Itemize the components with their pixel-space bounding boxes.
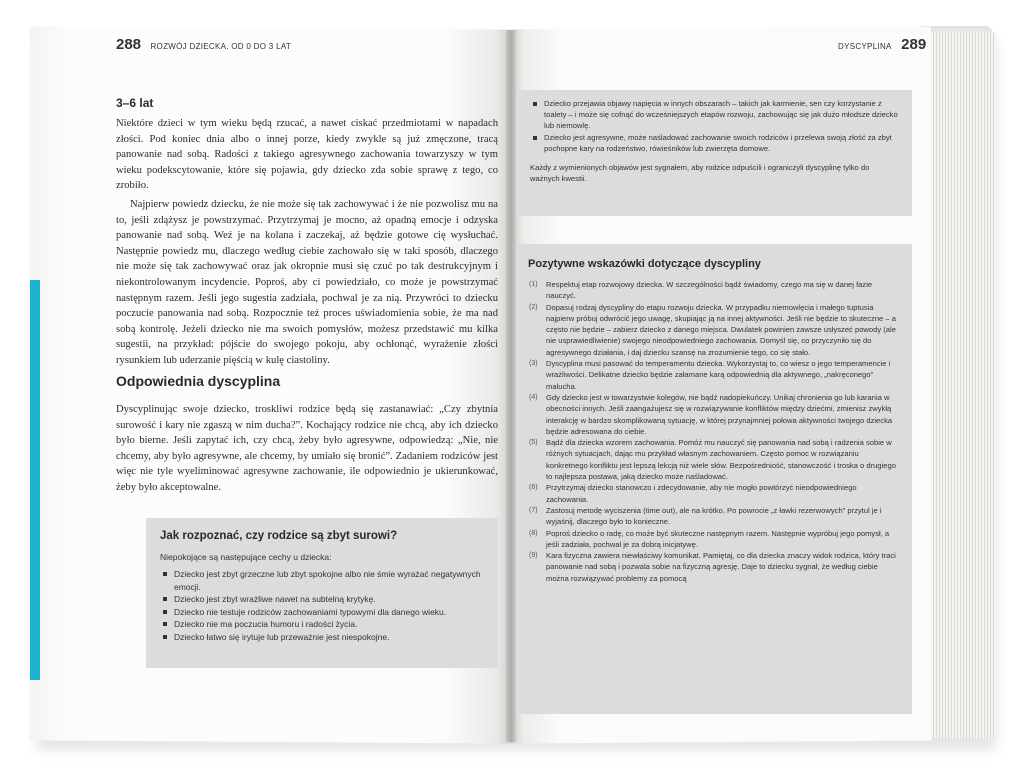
item-number: (6) xyxy=(529,484,538,492)
list-item xyxy=(529,279,900,302)
list-item xyxy=(529,482,900,505)
item-text: Gdy dziecko jest w towarzystwie kolegów, nie bądź nadopiekuńczy. Unikaj chronienia go lub karania w obecności innych. Jeśli zaangażujesz się w rozwiązywanie konfliktów między dziećmi, zmienisz zwykłą interakcję w bardzo skomplikowaną sytuację, w której przynajmniej połowa aktywności twojego dziecka będzie adresowana do ciebie. xyxy=(546,392,893,436)
harsh-parents-box xyxy=(146,518,498,668)
list-item: Dziecko jest zbyt wrażliwe nawet na subtelną krytykę. xyxy=(174,593,484,606)
right-running-title: DYSCYPLINA xyxy=(838,42,892,51)
section-heading-age: 3–6 lat xyxy=(116,96,154,110)
section-heading-discipline: Odpowiednia dyscyplina xyxy=(116,373,281,389)
item-number: (5) xyxy=(529,439,538,447)
list-item xyxy=(529,550,900,584)
list-item: Dziecko łatwo się irytuje lub przeważnie jest niespokojne. xyxy=(174,631,484,644)
list-item xyxy=(529,302,900,358)
positive-tips-box xyxy=(516,244,912,714)
item-number: (7) xyxy=(529,506,538,514)
box-title: Jak rozpoznać, czy rodzice są zbyt surowi? xyxy=(160,530,398,542)
left-running-title: ROZWÓJ DZIECKA. OD 0 DO 3 LAT xyxy=(150,42,292,51)
item-text: Poproś dziecko o radę, co może być skuteczne następnym razem. Następnie wypróbuj jego pomysł, a jeśli zadziała, pochwal je za dobrą inicjatywę. xyxy=(546,528,890,549)
list-item xyxy=(529,528,900,551)
item-number: (8) xyxy=(529,529,538,537)
box-intro: Niepokojące są następujące cechy u dziecka: xyxy=(160,552,332,562)
item-text: Zastosuj metodę wyciszenia (time out), ale na krótko. Po powrocie „z ławki rezerwowych” przytul je i wyjaśnij, dlaczego było to konieczne. xyxy=(546,505,882,527)
item-text: Kara fizyczna zawiera niewłaściwy komunikat. Pamiętaj, co dla dziecka znaczy widok rodzica, który traci panowanie nad sobą i pozwala sobie na fizyczną agresję. Daje to dziecku sygnał, że według ciebie można rozwiązywać problemy za pomocą xyxy=(546,551,896,583)
page-edges-stack xyxy=(928,32,996,738)
item-number: (2) xyxy=(529,303,538,311)
list-item xyxy=(529,437,900,482)
box-note: Każdy z wymienionych objawów jest sygnałem, aby rodzice odpuścili i ograniczyli dyscyplinę tylko do ważnych kwestii. xyxy=(530,163,870,184)
item-text: Respektuj etap rozwojowy dziecka. W szczególności bądź świadomy, czego ma się w danej fazie nauczyć. xyxy=(546,280,873,301)
symptoms-box-continued xyxy=(516,90,912,216)
paragraph: Dyscyplinując swoje dziecko, troskliwi rodzice będą się zastanawiać: „Czy zbytnia surowość i kary nie zgaszą w nim ducha?”. Kochający rodzice nie chcą, aby ich dziecko było bierne. Jeśli zapytać ich, czy chcą, żeby było agresywne, odpowiedzą: „Nie, nie chcemy, aby było agresywne, ale chcemy, by umiało się bronić”. Zadaniem rodziców jest więc nie tyle wyeliminować agresywne zachowanie, ile odpowiednio je ukierunkować, żeby było akceptowalne. xyxy=(116,404,498,493)
item-text: Przytrzymaj dziecko stanowczo i zdecydowanie, aby nie mogło powtórzyć nieodpowiedniego zachowania. xyxy=(546,483,857,504)
list-item: Dziecko jest zbyt grzeczne lub zbyt spokojne albo nie śmie wyrażać negatywnych emocji. xyxy=(174,568,484,593)
list-item: Dziecko jest agresywne, może naśladować zachowanie swoich rodziców i przelewa swoją złość za zbyt pochopne kary na rodzeństwo, rówieśników lub zwierzęta domowe. xyxy=(544,132,900,154)
item-number: (4) xyxy=(529,393,538,401)
right-page-number: 289 xyxy=(901,36,927,53)
item-text: Bądź dla dziecka wzorem zachowania. Pomóż mu nauczyć się panowania nad sobą i radzenia sobie w różnych sytuacjach, dając mu przykład własnym zachowaniem. Często pomoc w rozwiązaniu konkretnego konfliktu jest lepszą lekcją niż wiele słów. Bezpośredniość, stanowczość i troska o drugiego to najlepsza postawa, jaką dziecko może naśladować. xyxy=(546,438,896,482)
left-body-text-2 xyxy=(116,402,498,499)
paragraph: Niektóre dzieci w tym wieku będą rzucać, a nawet ciskać przedmiotami w napadach złości. Pod koniec dnia albo o innej porze, kiedy zwykle są już zmęczone, tracą panowanie nad sobą. Radości z takiego agresywnego zachowania towarzyszy w tym wieku podekscytowanie, które się pojawia, gdy dziecko zda sobie sprawę z tego, co zrobiło. xyxy=(116,118,498,192)
list-item: Dziecko nie testuje rodziców zachowaniami typowymi dla danego wieku. xyxy=(174,606,484,619)
box-title: Pozytywne wskazówki dotyczące dyscypliny xyxy=(528,258,761,270)
list-item: Dziecko przejawia objawy napięcia w innych obszarach – takich jak karmienie, sen czy korzystanie z toalety – i może się cofnąć do wcześniejszych etapów rozwoju, zachowując się jak dużo młodsze dziecko lub niemowlę. xyxy=(544,98,900,132)
list-item xyxy=(529,505,900,528)
left-running-header xyxy=(116,36,291,54)
right-running-header xyxy=(838,36,926,54)
item-number: (3) xyxy=(529,360,538,368)
book-spine xyxy=(506,30,516,742)
left-page-cyan-margin-bar xyxy=(30,280,40,680)
list-item: Dziecko nie ma poczucia humoru i radości życia. xyxy=(174,618,484,631)
item-number: (1) xyxy=(529,281,538,288)
tips-list xyxy=(528,279,900,584)
list-item xyxy=(529,358,900,392)
left-page-number: 288 xyxy=(116,36,142,53)
list-item xyxy=(529,392,900,437)
box-list xyxy=(160,568,484,644)
item-text: Dyscyplina musi pasować do temperamentu dziecka. Wykorzystaj to, co wiesz o jego temperamencie i wrażliwości. Delikatne dziecko będzie załamane karą odpowiednią dla aktywnego, „nakręconego” malucha. xyxy=(546,359,891,391)
left-body-text xyxy=(116,116,498,372)
paragraph: Najpierw powiedz dziecku, że nie może się tak zachowywać i że nie pozwolisz mu na to, jeśli zdążysz je powstrzymać. Przytrzymaj je mocno, aż opadną emocje i odzyska panowanie nad sobą. Weź je na kolana i zaczekaj, aż będzie gotowe cię wysłuchać. Następnie powiedz mu, dlaczego według ciebie zachowało się w taki sposób, dlaczego nie może się tak zachowywać oraz jak okropnie musi się czuć po tak destrukcyjnym i niekontrolowanym incydencie. Poproś, aby ci powiedziało, co może je powstrzymać następnym razem. Jeśli jego sugestia zadziała, pochwal je za nią. Przywróci to dziecku poczucie panowania nad sobą. Rozpocznie też proces uświadomienia sobie, że ma nad sobą kontrolę. Jeżeli dziecko nie ma swoich pomysłów, możesz przedstawić mu kilka sugestii, na przykład: pójście do swojego pokoju, aby ochłonąć, wyrażenie złości rysunkiem lub uderzanie pięścią w kulę ciastoliny. xyxy=(116,198,498,366)
item-text: Dopasuj rodzaj dyscypliny do etapu rozwoju dziecka. W przypadku niemowlęcia i małego tuptusia najpierw próbuj odwrócić jego uwagę, skupiając ją na innej aktywności. Jeśli nie będzie to skuteczne – a często nie będzie – zabierz dziecko z danego miejsca. Dwulatek powinien zawsze usłyszeć powody (ale nie usprawiedliwienie) swojego nieodpowiedniego zachowania. Domyśl się, co przyczyniło się do agresywnego działania, i daj dziecku szansę na zrozumienie tego, co się stało. xyxy=(546,302,896,357)
box-list xyxy=(530,98,900,154)
item-number: (9) xyxy=(529,552,538,560)
